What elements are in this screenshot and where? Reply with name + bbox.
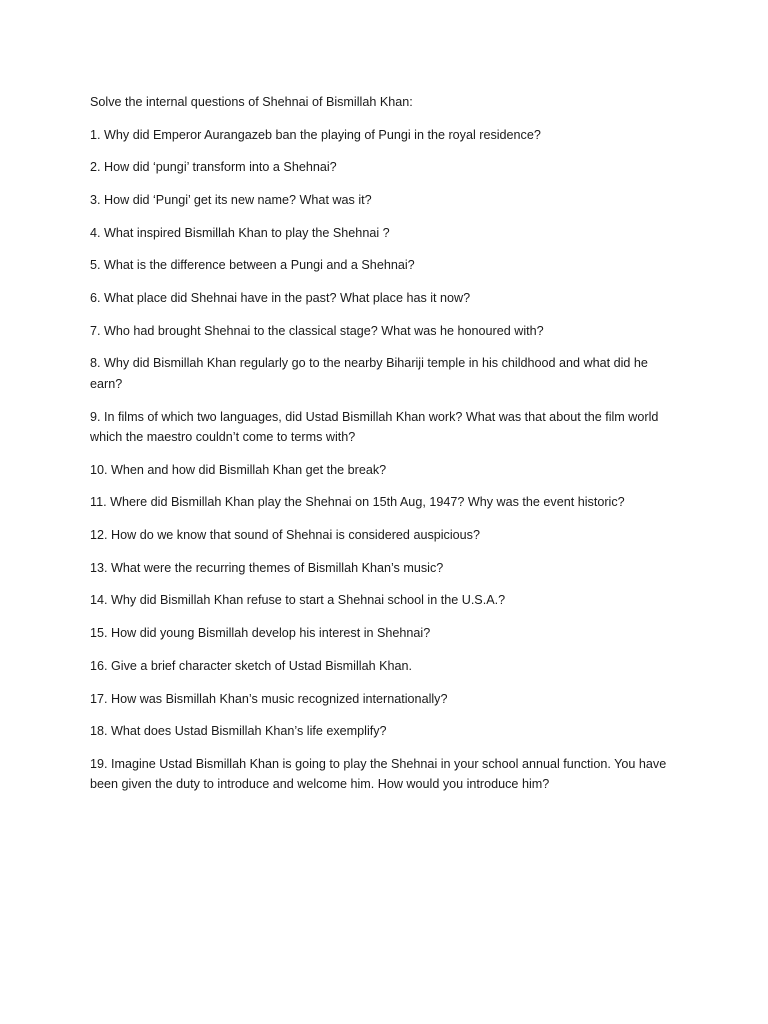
question-11: 11. Where did Bismillah Khan play the Shehnai on 15th Aug, 1947? Why was the event historic? [90,495,625,510]
question-9: 9. In films of which two languages, did Ustad Bismillah Khan work? What was that about the film world which the maestro couldn’t come to terms with? [90,409,659,444]
question-19: 19. Imagine Ustad Bismillah Khan is going to play the Shehnai in your school annual function. You have been given the duty to introduce and welcome him. How would you introduce him? [90,756,667,792]
question-5: 5. What is the difference between a Pungi and a Shehnai? [90,258,415,273]
question-7: 7. Who had brought Shehnai to the classical stage? What was he honoured with? [90,323,544,338]
question-17: 17. How was Bismillah Khan’s music recognized internationally? [90,691,448,706]
document-heading: Solve the internal questions of Shehnai of Bismillah Khan: [90,95,413,109]
question-4: 4. What inspired Bismillah Khan to play the Shehnai ? [90,225,390,240]
question-14: 14. Why did Bismillah Khan refuse to start a Shehnai school in the U.S.A.? [90,593,506,608]
question-15: 15. How did young Bismillah develop his interest in Shehnai? [90,626,431,641]
question-3: 3. How did ‘Pungi’ get its new name? What was it? [90,192,372,207]
question-10: 10. When and how did Bismillah Khan get the break? [90,462,387,477]
question-18: 18. What does Ustad Bismillah Khan’s life exemplify? [90,724,387,739]
question-16: 16. Give a brief character sketch of Ustad Bismillah Khan. [90,658,412,673]
question-2: 2. How did ‘pungi’ transform into a Shehnai? [90,160,337,175]
question-13: 13. What were the recurring themes of Bismillah Khan’s music? [90,560,444,575]
question-6: 6. What place did Shehnai have in the past? What place has it now? [90,290,471,305]
question-8: 8. Why did Bismillah Khan regularly go to the nearby Bihariji temple in his childhood and what did he earn? [90,356,648,391]
question-1: 1. Why did Emperor Aurangazeb ban the playing of Pungi in the royal residence? [90,127,541,142]
question-list [90,125,672,795]
question-12: 12. How do we know that sound of Shehnai is considered auspicious? [90,528,480,543]
